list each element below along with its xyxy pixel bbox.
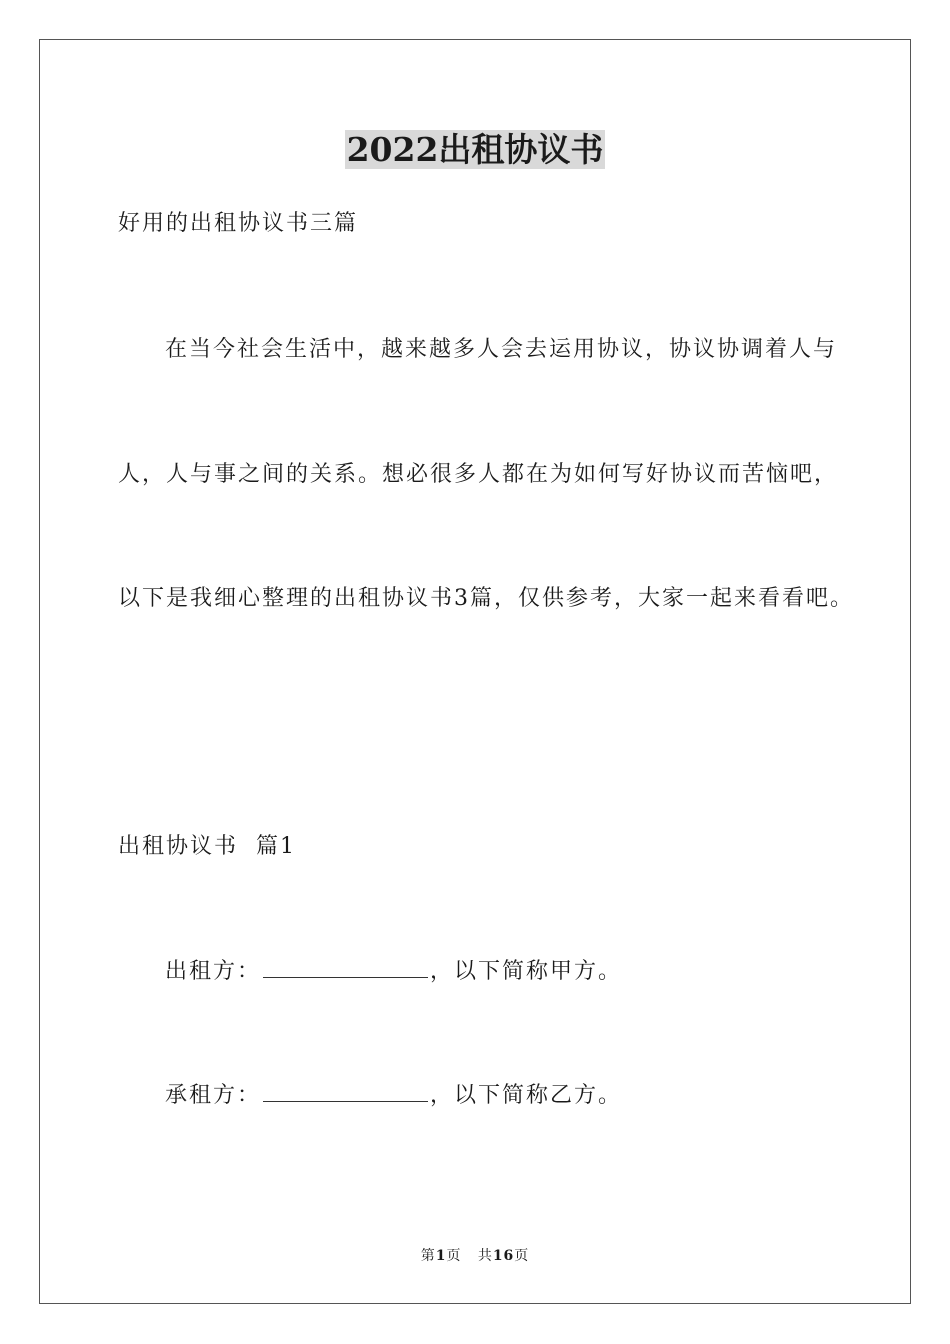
lessor-line <box>165 957 622 987</box>
intro-line-1: 在当今社会生活中，越来越多人会去运用协议，协议协调着人与 <box>165 337 838 362</box>
footer-total-suffix: 页 <box>514 1248 530 1264</box>
lessee-blank-field <box>263 1081 428 1102</box>
intro-line-2: 人，人与事之间的关系。想必很多人都在为如何写好协议而苦恼吧， <box>118 462 839 487</box>
document-title-text: 2022出租协议书 <box>346 130 604 169</box>
footer-total-prefix: 共 <box>477 1248 493 1264</box>
footer-total-pages: 16 <box>492 1248 515 1264</box>
footer-page-number: 1 <box>435 1248 447 1264</box>
document-subtitle: 好用的出租协议书三篇 <box>118 211 359 236</box>
lessee-label: 承租方： <box>165 1083 262 1108</box>
lessor-label: 出租方： <box>165 959 262 984</box>
lessee-line <box>165 1081 622 1111</box>
lessor-blank-field <box>263 957 428 978</box>
section-heading: 出租协议书 篇1 <box>118 834 296 859</box>
page-footer <box>0 1246 950 1266</box>
lessor-suffix: ，以下简称甲方。 <box>430 959 623 984</box>
footer-page-prefix: 第 <box>420 1248 436 1264</box>
lessee-suffix: ，以下简称乙方。 <box>430 1083 623 1108</box>
document-title <box>0 130 950 170</box>
intro-line-3: 以下是我细心整理的出租协议书3篇，仅供参考，大家一起来看看吧。 <box>118 586 854 611</box>
footer-page-suffix: 页 <box>446 1248 462 1264</box>
